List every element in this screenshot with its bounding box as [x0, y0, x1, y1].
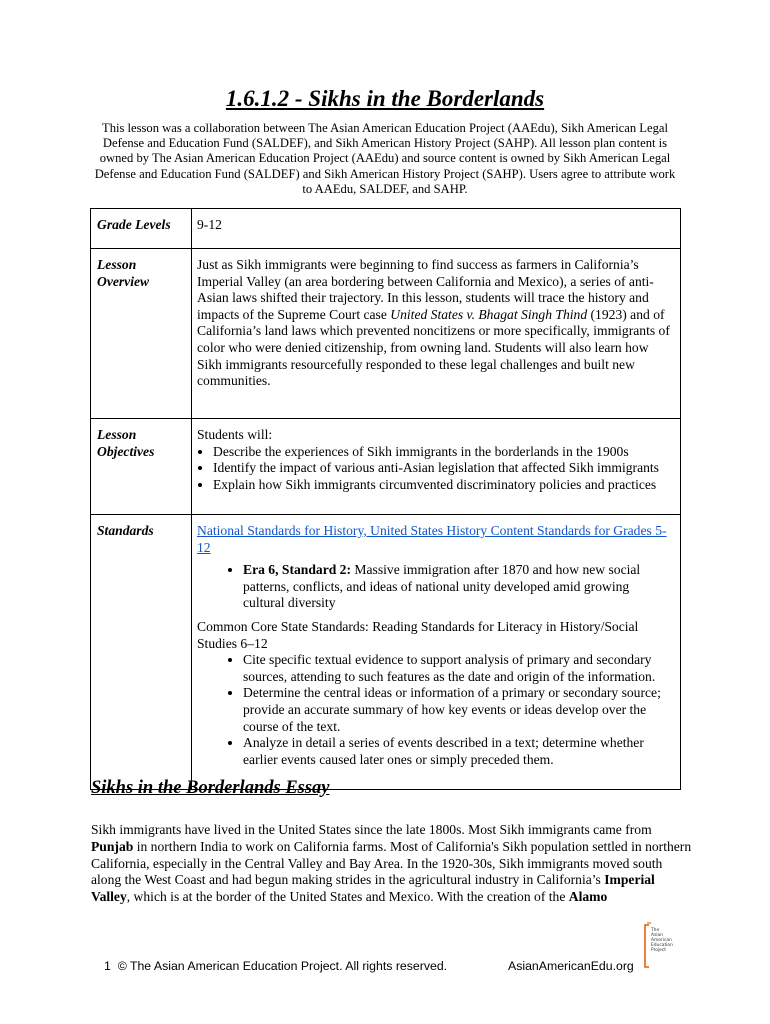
footer [104, 959, 447, 973]
grade-levels-value: 9-12 [192, 209, 681, 249]
standards-row [91, 515, 681, 790]
copyright-notice: © The Asian American Education Project. All rights reserved. [117, 959, 448, 973]
logo-text: The Asian American Education Project [651, 928, 673, 953]
list-item: • Identify the impact of various anti-Asian legislation that affected Sikh immigrants [213, 460, 674, 477]
lesson-overview-label: Lesson Overview [91, 249, 192, 419]
footer-website: AsianAmericanEdu.org [508, 959, 634, 973]
list-item: • Era 6, Standard 2: Massive immigration after 1870 and how new social patterns, conflicts, and ideas of national unity developed amid growing cultural diversity [243, 562, 674, 612]
lesson-table [90, 208, 681, 790]
lesson-objectives-row [91, 419, 681, 515]
imperial-valley-term: Imperial Valley [91, 872, 655, 905]
lesson-overview-row [91, 249, 681, 419]
court-case-title: United States v. Bhagat Singh Thind [390, 306, 588, 322]
ccss-intro: Common Core State Standards: Reading Standards for Literacy in History/Social Studies 6–12 [197, 618, 639, 651]
page-number: 1 [104, 959, 111, 973]
era-standards-list [197, 562, 674, 612]
lesson-overview-text: Just as Sikh immigrants were beginning to find success as farmers in California’s Imperial Valley (an area bordering between California and Mexico), a series of anti-Asian laws shifted their trajectory. In this lesson, students will trace the history and impacts of the Supreme Court case United States v. Bhagat Singh Thind (1923) and of California’s land laws which prevented noncitizens or more specifically, immigrants of color who were denied citizenship, from owning land. Students will also learn how Sikh immigrants resourcefully responded to these legal challenges and built new communities. [192, 249, 681, 419]
grade-levels-row [91, 209, 681, 249]
list-item: • Cite specific textual evidence to support analysis of primary and secondary sources, attending to such features as the date and origin of the information. [243, 652, 674, 685]
aaedu-logo [642, 922, 672, 970]
punjab-term: Punjab [91, 838, 134, 854]
objectives-intro: Students will: [197, 427, 273, 442]
standards-label: Standards [91, 515, 192, 790]
grade-levels-label: Grade Levels [91, 209, 192, 249]
list-item: • Analyze in detail a series of events described in a text; determine whether earlier events caused later ones or simply preceded them. [243, 735, 674, 768]
list-item: • Determine the central ideas or information of a primary or secondary source; provide an accurate summary of how key events or ideas develop over the course of the text. [243, 685, 674, 735]
page-title: 1.6.1.2 - Sikhs in the Borderlands [225, 86, 545, 111]
lesson-objectives-label: Lesson Objectives [91, 419, 192, 515]
objectives-list [197, 444, 674, 494]
intro-paragraph: This lesson was a collaboration between The Asian American Education Project (AAEdu), Sikh American Legal Defense and Education Fund (SALDEF), and Sikh American History Project (SAHP). All lesson plan content is owned by The Asian American Education Project (AAEdu) and source content is owned by Sikh American Legal Defense and Education Fund (SALDEF) and Sikh American History Project (SAHP). Users agree to attribute work to AAEdu, SALDEF, and SAHP. [94, 121, 676, 196]
list-item: • Describe the experiences of Sikh immigrants in the borderlands in the 1900s [213, 444, 674, 461]
list-item: • Explain how Sikh immigrants circumvented discriminatory policies and practices [213, 477, 674, 494]
essay-paragraph: Sikh immigrants have lived in the United States since the late 1800s. Most Sikh immigrants came from Punjab in northern India to work on California farms. Most of California's Sikh population settled in northern California, especially in the Central Valley and Bay Area. In the 1920-30s, Sikh immigrants moved south along the West Coast and had begun making strides in the agricultural industry in California’s Imperial Valley, which is at the border of the United States and Mexico. With the creation of the Alamo [91, 822, 692, 905]
national-standards-link[interactable]: National Standards for History, United States History Content Standards for Grades 5-12 [197, 523, 667, 555]
essay-heading: Sikhs in the Borderlands Essay [91, 778, 330, 798]
alamo-term: Alamo [568, 889, 608, 905]
ccss-list [197, 652, 674, 768]
